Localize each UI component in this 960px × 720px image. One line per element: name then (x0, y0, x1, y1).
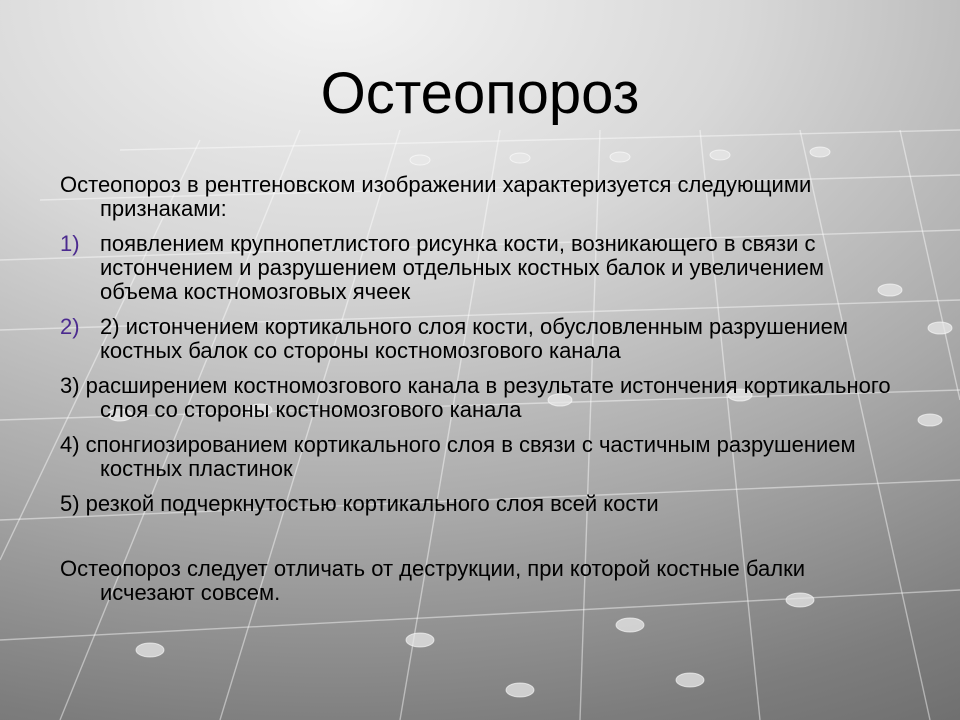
spacer (60, 527, 905, 557)
list-item-text: 2) истончением кортикального слоя кости, обусловленным разрушением костных балок со стороны костномозгового канала (100, 314, 848, 363)
list-number: 2) (60, 314, 80, 339)
list-item (60, 315, 905, 363)
list-item-plain: 3) расширением костномозгового канала в результате истончения кортикального слоя со стороны костномозгового канала (60, 373, 891, 422)
list-number: 1) (60, 231, 80, 256)
list-item-plain: 4) спонгиозированием кортикального слоя в связи с частичным разрушением костных пластинок (60, 432, 856, 481)
slide-body (60, 173, 905, 616)
list-item (60, 232, 905, 304)
list-item-text: появлением крупнопетлистого рисунка кости, возникающего в связи с истончением и разрушением отдельных костных балок и увеличением объема костномозговых ячеек (100, 231, 825, 304)
conclusion-text: Остеопороз следует отличать от деструкции, при которой костные балки исчезают совсем. (60, 556, 805, 605)
slide-title: Остеопороз (320, 61, 640, 126)
intro-text: Остеопороз в рентгеновском изображении характеризуется следующими признаками: (60, 172, 812, 221)
list-item-plain: 5) резкой подчеркнутостью кортикального слоя всей кости (60, 491, 659, 516)
